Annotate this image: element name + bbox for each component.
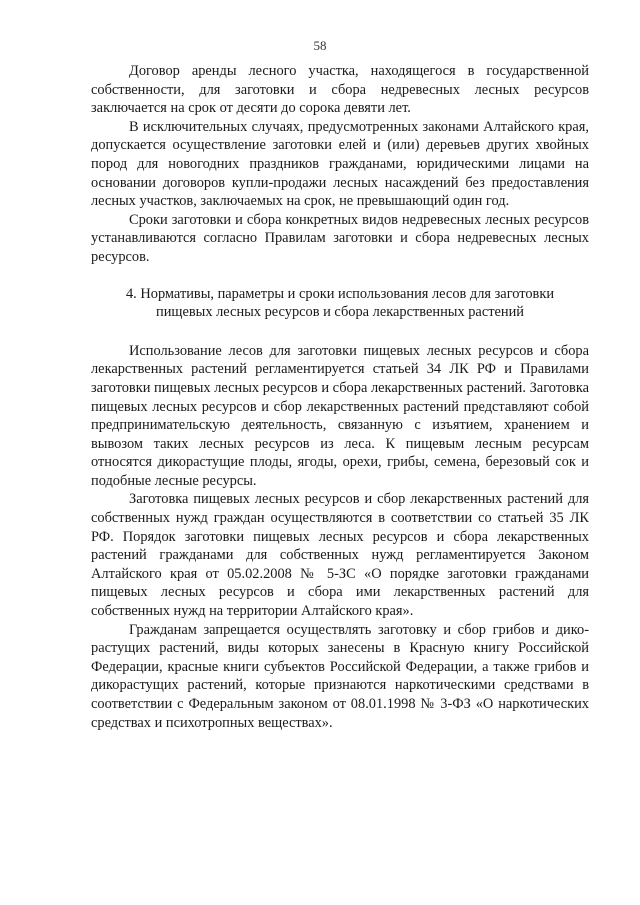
paragraph: Использование лесов для заготовки пищевых лесных ресурсов и сбора лекарственных растений регламентируется статьей 34 ЛК РФ и Правилами заготовки пищевых лесных ресурсов и сбора лекарственных растений. Заготовка пищевых лесных ресурсов и сбор лекарственных растений представляют собой предпринимательскую деятельность, связанную с изъятием, хранением и вывозом таких лесных ресурсов из леса. К пищевым лесным ресурсам относятся дикорастущие плоды, ягоды, орехи, грибы, семена, березовый сок и подобные лесные ресурсы. [91, 342, 589, 489]
paragraph: Сроки заготовки и сбора конкретных видов недревесных лесных ресурсов устанавливаются согласно Правилам заготовки и сбора недревесных лесных ресурсов. [91, 211, 589, 265]
paragraph: Договор аренды лесного участка, находящегося в государственной собственности, для заготовки и сбора недревесных лесных ресурсов заключается на срок от десяти до сорока девяти лет. [91, 63, 589, 117]
paragraph: Заготовка пищевых лесных ресурсов и сбор лекарственных растений для собственных нужд граждан осуществляются в соответствии со статьей 35 ЛК РФ. Порядок заготовки пищевых лесных ресурсов и сбора лекарственных растений гражданами для собственных нужд регламентируется Законом Алтайского края от 05.02.2008 № 5-ЗС «О порядке заготовки гражданами пищевых лесных ресурсов и сбора ими лекарственных растений для собственных нужд на территории Алтайского края». [91, 491, 589, 620]
paragraph: Гражданам запрещается осуществлять заготовку и сбор грибов и дикорастущих растений, виды которых занесены в Красную книгу Российской Федерации, красные книги субъектов Российской Федерации, а также грибов и дикорастущих растений, которые признаются наркотическими средствами в соответствии с Федеральным законом от 08.01.1998 № 3-ФЗ «О наркотических средствах и психотропных веществах». [91, 621, 589, 731]
paragraph: В исключительных случаях, предусмотренных законами Алтайского края, допускается осуществление заготовки елей и (или) деревьев других хвойных пород для новогодних праздников гражданами, юридическими лицами на основании договоров купли-продажи лесных насаждений без предоставления лесных участков, заключаемых на срок, не превышающий один год. [91, 118, 589, 210]
document-body [91, 62, 589, 732]
page-number: 58 [313, 38, 327, 53]
section-heading: 4. Нормативы, параметры и сроки использования лесов для заготовки пищевых лесных ресурсов и сбора лекарственных растений [125, 285, 555, 321]
